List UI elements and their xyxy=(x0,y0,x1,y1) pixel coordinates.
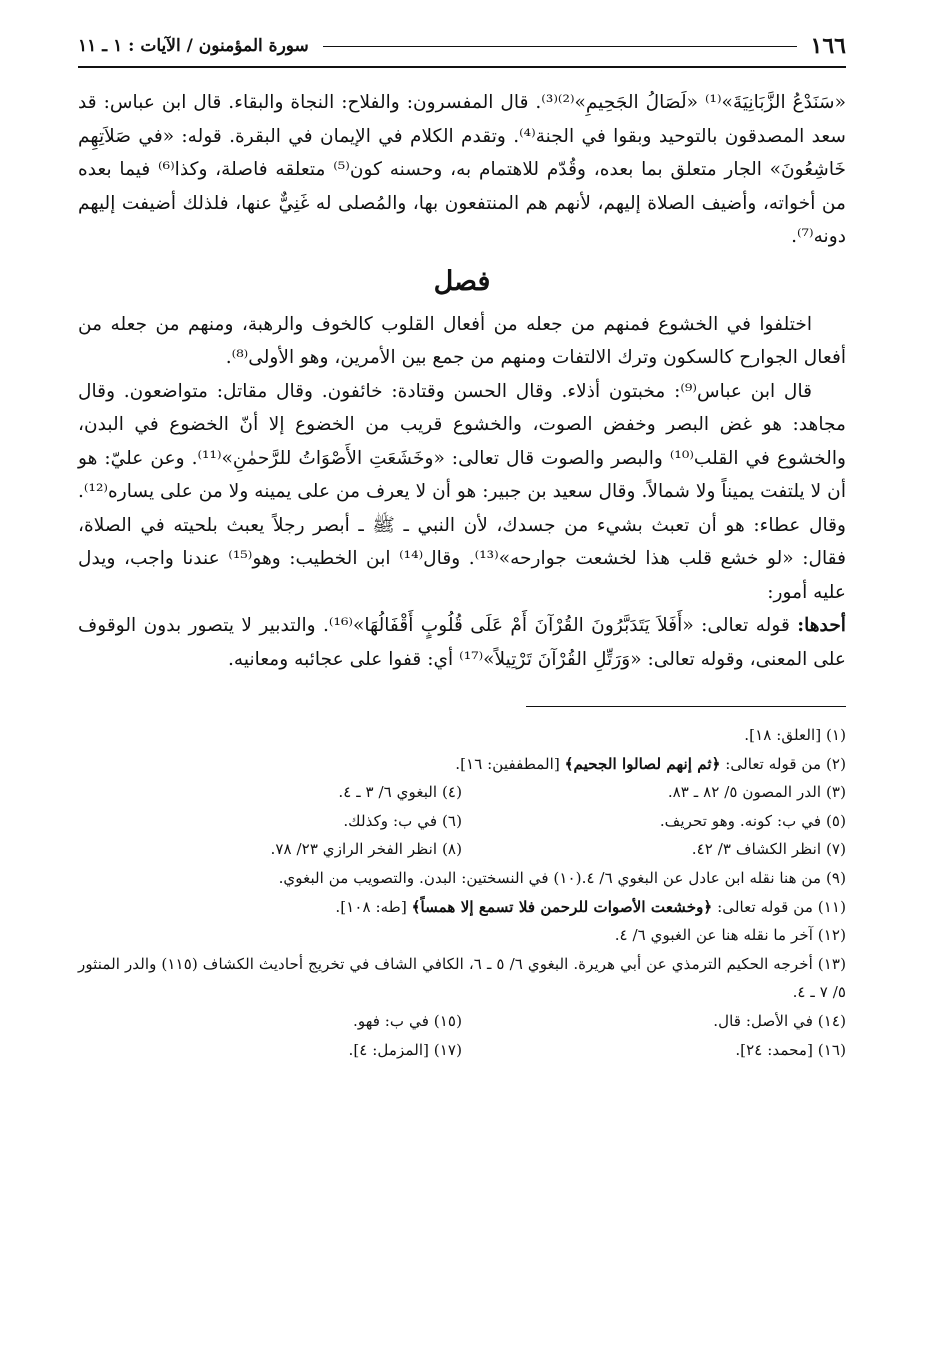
footnote-2-verse: ﴿ثم إنهم لصالوا الجحيم﴾ xyxy=(564,754,721,773)
footnote-2-suffix: [المطففين: ١٦]. xyxy=(455,754,565,773)
paragraph-4-text: قوله تعالى: «أَفَلاَ يَتَدَبَّرُونَ القُرْآنَ أَمْ عَلَى قُلُوبٍ أَقْفَالُهَا»⁽¹⁶⁾. والتدبير لا يتصور بدون الوقوف على المعنى، وقوله تعالى: «وَرَتِّلِ القُرْآنَ تَرْتِيلاً»⁽¹⁷⁾ أي: قفوا على عجائبه ومعانيه. xyxy=(78,615,846,670)
footnote-8: (٨) انظر الفخر الرازي ٢٣/ ٧٨. xyxy=(270,840,462,859)
paragraph-4-lead: أحدها: xyxy=(797,615,846,636)
footnote-12: (١٢) آخر ما نقله هنا عن الغبوي ٦/ ٤. xyxy=(614,926,846,945)
footnote-15: (١٥) في ب: فهو. xyxy=(353,1011,462,1030)
footnote-separator xyxy=(526,706,846,707)
footnote-1: (١) [العلق: ١٨]. xyxy=(744,726,846,744)
footnote-11-verse: ﴿وخشعت الأصوات للرحمن فلا تسمع إلا همساً﴾ xyxy=(411,897,713,916)
main-text xyxy=(78,86,846,676)
footnote-3: (٣) الدر المصون ٥/ ٨٢ ـ ٨٣. xyxy=(667,783,846,802)
footnote-16: (١٦) [محمد: ٢٤]. xyxy=(735,1040,846,1059)
footnote-9-10 xyxy=(78,864,846,893)
section-title: فصل xyxy=(433,265,491,297)
paragraph-4 xyxy=(78,609,846,676)
page-header xyxy=(78,26,846,68)
footnote-row-16-17 xyxy=(78,1036,846,1065)
footnote-2 xyxy=(78,750,846,779)
footnote-10: (١٠) في النسختين: البدن. والتصويب من البغوي. xyxy=(278,868,582,887)
running-head: سورة المؤمنون / الآيات : ١ ـ ١١ xyxy=(78,36,309,56)
footnote-17: (١٧) [المزمل: ٤]. xyxy=(348,1040,462,1059)
footnote-7: (٧) انظر الكشاف ٣/ ٤٢. xyxy=(691,840,846,859)
footnote-13: (١٣) أخرجه الحكيم الترمذي عن أبي هريرة. البغوي ٦/ ٥ ـ ٦، الكافي الشاف في تخريج أحاديث الكشاف (١١٥) والدر المنثور ٥/ ٧ ـ ٤. xyxy=(78,954,846,1002)
footnote-row-14-15 xyxy=(78,1007,846,1036)
footnote-row-7-8 xyxy=(78,835,846,864)
book-page xyxy=(78,26,846,1346)
footnote-11 xyxy=(78,893,846,922)
footnote-row-3-4 xyxy=(78,778,846,807)
paragraph-3: قال ابن عباس⁽⁹⁾: مخبتون أذلاء. وقال الحسن وقتادة: خائفون. وقال مقاتل: متواضعون. وقال مجاهد: هو غض البصر وخفض الصوت، والخشوع قريب من الخضوع إلا أنّ الخضوع في البدن، والخشوع في القلب⁽¹⁰⁾ والبصر والصوت قال تعالى: «وخَشَعَتِ الأَصْوَاتُ للرَّحمٰنِ»⁽¹¹⁾. وعن عليّ: هو أن لا يلتفت يميناً ولا شمالاً. وقال سعيد بن جبير: هو أن لا يعرف من على يمينه ولا من على يساره⁽¹²⁾. وقال عطاء: هو أن تعبث بشيء من جسدك، لأن النبي ـ ﷺ ـ أبصر رجلاً يعبث بلحيته في الصلاة، فقال: «لو خشع قلب هذا لخشعت جوارحه»⁽¹³⁾. وقال⁽¹⁴⁾ ابن الخطيب: وهو⁽¹⁵⁾ عندنا واجب، ويدل عليه أمور: xyxy=(78,380,846,603)
header-rule xyxy=(323,46,797,47)
paragraph-2: اختلفوا في الخشوع فمنهم من جعله من أفعال القلوب كالخوف والرهبة، ومنهم من جعله من أفعال الجوارح كالسكون وترك الالتفات ومنهم من جمع بين الأمرين، وهو الأولى⁽⁸⁾. xyxy=(78,313,846,368)
page-number: ١٦٦ xyxy=(810,33,846,59)
paragraph-1: «سَنَدْعُ الزَّبَانِيَةَ»⁽¹⁾ «لَصَالُ الجَحِيمِ»⁽²⁾⁽³⁾. قال المفسرون: والفلاح: النجاة والبقاء. قال ابن عباس: قد سعد المصدقون بالتوحيد وبقوا في الجنة⁽⁴⁾. وتقدم الكلام في الإيمان في البقرة. قوله: «في صَلاَتِهِم خَاشِعُونَ» الجار متعلق بما بعده، وقُدّم للاهتمام به، وحسنه كون⁽⁵⁾ متعلقه فاصلة، وكذا⁽⁶⁾ فيما بعده من أخواته، وأضيف الصلاة إليهم، لأنهم هم المنتفعون بها، والمُصلى له غَنِيٌّ عنها، فلذلك أضيفت إليهم دونه⁽⁷⁾. xyxy=(78,92,846,247)
footnote-6: (٦) في ب: وكذلك. xyxy=(343,811,462,830)
footnote-9: (٩) من هنا نقله ابن عادل عن البغوي ٦/ ٤. xyxy=(581,868,846,887)
footnote-5: (٥) في ب: كونه. وهو تحريف. xyxy=(659,811,846,830)
footnote-11-prefix: (١١) من قوله تعالى: xyxy=(712,897,846,916)
footnote-row-5-6 xyxy=(78,807,846,836)
footnote-2-prefix: (٢) من قوله تعالى: xyxy=(720,754,846,773)
footnote-11-suffix: [طه: ١٠٨]. xyxy=(335,897,412,916)
footnote-14: (١٤) في الأصل: قال. xyxy=(713,1011,846,1030)
footnotes xyxy=(78,721,846,1064)
footnote-4: (٤) البغوي ٦/ ٣ ـ ٤. xyxy=(338,783,462,802)
